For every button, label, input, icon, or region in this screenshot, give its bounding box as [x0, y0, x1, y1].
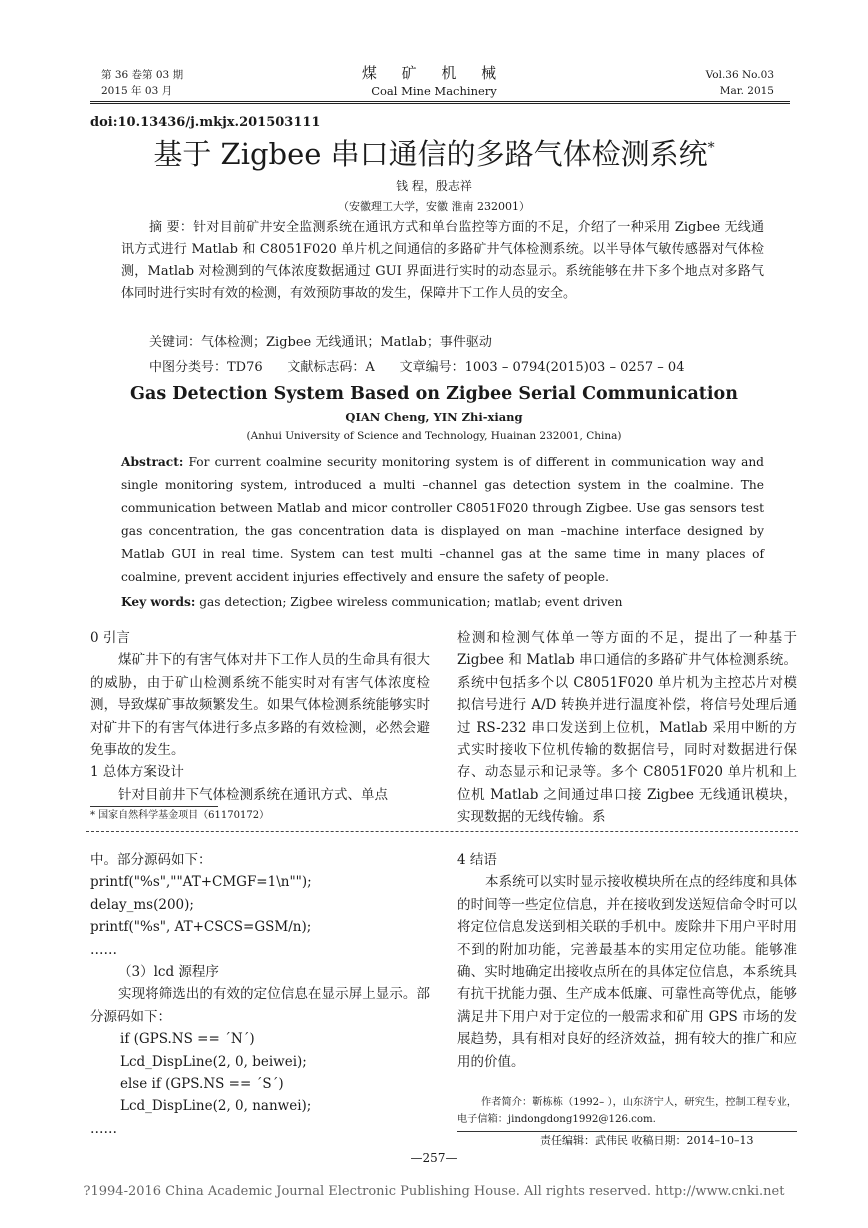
- keywords-en-label: Key words:: [121, 595, 196, 609]
- affiliation-en: (Anhui University of Science and Technology, Huainan 232001, China): [246, 430, 622, 442]
- abstract-zh-label: 摘 要：: [149, 220, 194, 235]
- editor-info: 责任编辑：武伟民 收稿日期：2014–10–13: [540, 1134, 754, 1147]
- author-bio: 作者简介：靳栋栋（1992– ），山东济宁人，研究生，控制工程专业，电子信箱：jindongdong1992@126.com.: [457, 1097, 797, 1125]
- abstract-en-text: For current coalmine security monitoring system is of different in communication way and single monitoring system, introduced a multi –channel gas detection system in the coalmine. The communication between Matlab and micor controller C8051F020 through Zigbee. Use gas sensors test gas concentration, the gas concentration data is displayed on man –machine interface designed by Matlab GUI in real time. System can test multi –channel gas at the same time in many places of coalmine, prevent accident injuries effectively and ensure the safety of people.: [121, 455, 764, 584]
- classification-zh: 中图分类号：TD76 文献标志码：A 文章编号：1003 – 0794(2015)03 – 0257 – 04: [149, 360, 685, 375]
- subsection-heading-lcd: （3）lcd 源程序: [118, 964, 219, 981]
- code-line: Lcd_DispLine(2, 0, nanwei);: [120, 1098, 312, 1115]
- page-break-dashed-line: [86, 831, 798, 832]
- abstract-zh-text: 针对目前矿井安全监测系统在通讯方式和单台监控等方面的不足，介绍了一种采用 Zigbee 无线通讯方式进行 Matlab 和 C8051F020 单片机之间通信的多路矿井气体检测系统。以半导体气敏传感器对气体检测，Matlab 对检测到的气体浓度数据通过 GUI 界面进行实时的动态显示。系统能够在井下多个地点对多路气体同时进行实时有效的检测，有效预防事故的发生，保障井下工作人员的安全。: [121, 220, 764, 301]
- section-heading-design: 1 总体方案设计: [90, 764, 184, 781]
- issue-volume-en: Vol.36 No.03: [705, 69, 774, 81]
- authors-zh: 钱 程，殷志祥: [396, 179, 472, 193]
- title-footnote-mark: *: [707, 140, 715, 156]
- code-line: if (GPS.NS == ´N´): [120, 1031, 255, 1048]
- keywords-zh: 关键词：气体检测；Zigbee 无线通讯；Matlab；事件驱动: [149, 335, 492, 350]
- body-column-left-lower: [90, 849, 430, 1140]
- paper-title-zh: [0, 132, 868, 176]
- code-line: printf("%s",""AT+CMGF=1\n"");: [90, 874, 312, 891]
- page-number: —257—: [410, 1151, 458, 1165]
- section-heading-intro: 0 引言: [90, 630, 130, 646]
- body-column-left-upper: [90, 627, 430, 806]
- body-column-right-upper: [457, 627, 797, 829]
- footnote-rule: [90, 806, 218, 807]
- code-intro-line: 中。部分源码如下：: [90, 852, 212, 868]
- paragraph-lcd: 实现将筛选出的有效的定位信息在显示屏上显示。部分源码如下：: [90, 986, 430, 1025]
- paragraph-conclusion: 本系统可以实时显示接收模块所在点的经纬度和具体的时间等一些定位信息，并在接收到发送短信命令时可以将定位信息发送到相关联的手机中。废除井下用户平时用不到的附加功能，完善最基本的实用定位功能。能够准确、实时地确定出接收点所在的具体定位信息，本系统具有抗干扰能力强、生产成本低廉、可靠性高等优点，能够满足井下用户对于定位的一般需求和矿用 GPS 市场的发展趋势，具有相对良好的经济效益，拥有较大的推广和应用的价值。: [457, 874, 797, 1070]
- issue-date-zh: 2015 年 03 月: [101, 85, 173, 97]
- code-line: else if (GPS.NS == ´S´): [120, 1076, 284, 1093]
- code-ellipsis: ……: [90, 941, 117, 958]
- abstract-en-label: Abstract:: [121, 455, 184, 469]
- affiliation-zh: （安徽理工大学，安徽 淮南 232001）: [338, 200, 530, 213]
- code-ellipsis: ……: [90, 1120, 117, 1137]
- header-rule: [90, 101, 790, 102]
- doi: [90, 115, 320, 130]
- copyright-watermark: ?1994-2016 China Academic Journal Electronic Publishing House. All rights reserved. http://www.cnki.net: [83, 1184, 785, 1199]
- code-line: delay_ms(200);: [90, 896, 194, 913]
- keywords-en-text: gas detection; Zigbee wireless communication; matlab; event driven: [195, 595, 623, 609]
- header-rule-second: [90, 103, 790, 104]
- title-zh-text: 基于 Zigbee 串口通信的多路气体检测系统: [153, 137, 708, 171]
- abstract-zh: [121, 217, 764, 305]
- doi-label: doi:: [90, 115, 118, 130]
- section-heading-conclusion: 4 结语: [457, 852, 497, 868]
- body-column-right-lower: [457, 849, 797, 1073]
- issue-date-en: Mar. 2015: [719, 85, 774, 97]
- authors-en: QIAN Cheng, YIN Zhi-xiang: [345, 410, 523, 424]
- bio-rule: [457, 1131, 797, 1132]
- paragraph-intro: 煤矿井下的有害气体对井下工作人员的生命具有很大的威胁，由于矿山检测系统不能实时对有害气体浓度检测，导致煤矿事故频繁发生。如果气体检测系统能够实时对矿井下的有害气体进行多点多路的有效检测，必然会避免事故的发生。: [90, 652, 430, 759]
- paragraph-design: 针对目前井下气体检测系统在通讯方式、单点: [118, 786, 388, 803]
- abstract-en: [121, 451, 764, 589]
- issue-volume-zh: 第 36 卷第 03 期: [101, 69, 184, 81]
- paper-title-en: Gas Detection System Based on Zigbee Serial Communication: [130, 384, 738, 404]
- code-line: Lcd_DispLine(2, 0, beiwei);: [120, 1053, 307, 1070]
- journal-name-en: Coal Mine Machinery: [371, 84, 497, 98]
- paragraph-system: 检测和检测气体单一等方面的不足，提出了一种基于 Zigbee 和 Matlab 串口通信的多路矿井气体检测系统。系统中包括多个以 C8051F020 单片机为主控芯片对模拟信号进行 A/D 转换并进行温度补偿，将信号处理后通过 RS-232 串口发送到上位机，Matlab 采用中断的方式实时接收下位机传输的数据信号，同时对数据进行保存、动态显示和记录等。多个 C8051F020 单片机和上位机 Matlab 之间通过串口接 Zigbee 无线通讯模块，实现数据的无线传输。系: [457, 630, 797, 826]
- keywords-en: [121, 591, 764, 613]
- footnote-funding: * 国家自然科学基金项目（61170172）: [90, 810, 270, 821]
- journal-name-zh: 煤 矿 机 械: [361, 64, 507, 82]
- code-line: printf("%s", AT+CSCS=GSM/n);: [90, 919, 312, 936]
- doi-value: 10.13436/j.mkjx.201503111: [117, 115, 321, 130]
- journal-issue-en: [706, 67, 774, 99]
